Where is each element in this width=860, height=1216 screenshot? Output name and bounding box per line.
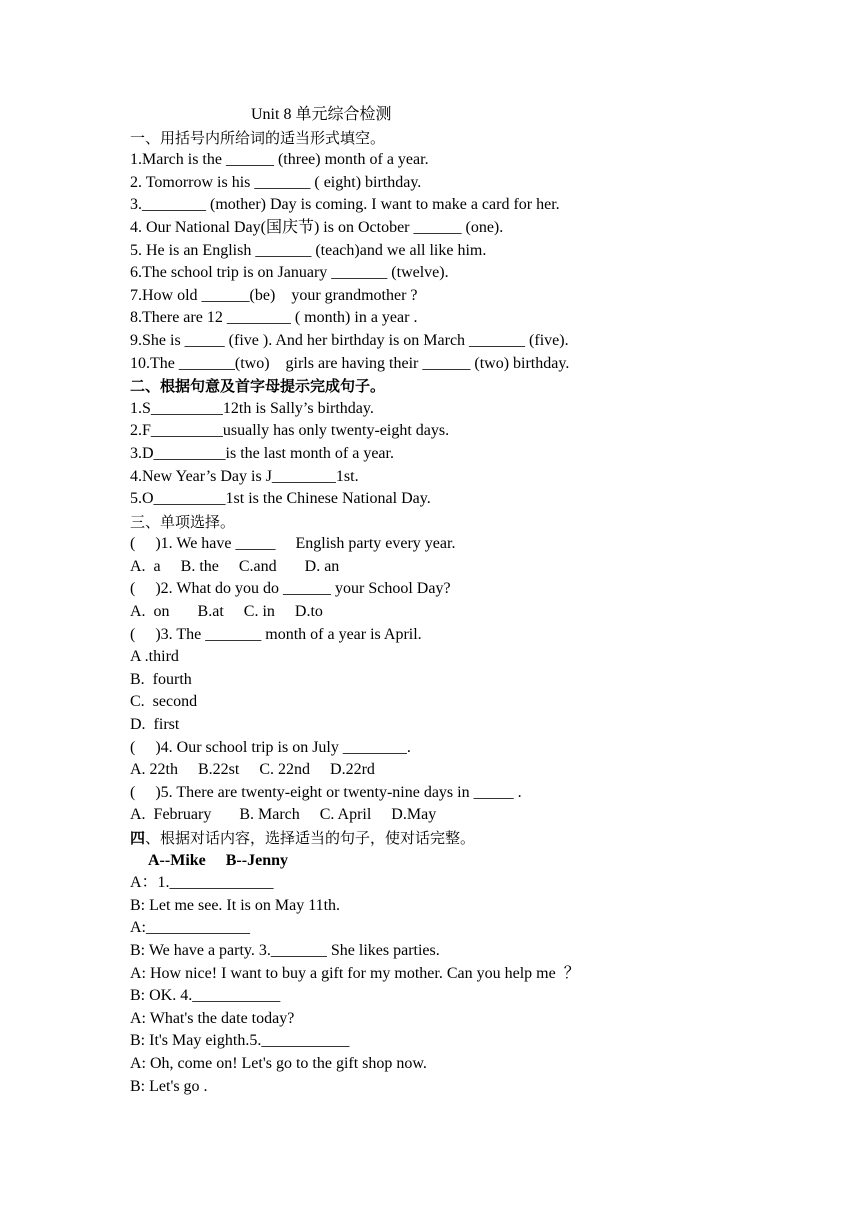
section2-item-2: 2.F_________usually has only twenty-eight days. (130, 422, 450, 440)
section3-question-4: ( )4. Our school trip is on July ________. (130, 738, 411, 756)
section2-item-1: 1.S_________12th is Sally’s birthday. (130, 399, 374, 417)
section1-heading: 一、用括号内所给词的适当形式填空。 (130, 128, 386, 147)
dialogue-line-8: B: It's May eighth.5.___________ (130, 1032, 350, 1050)
section1-item-5: 5. He is an English _______ (teach)and we all like him. (130, 241, 487, 259)
section3-question-1: ( )1. We have _____ English party every year. (130, 535, 456, 553)
section1-item-3: 3.________ (mother) Day is coming. I want to make a card for her. (130, 196, 560, 214)
section1-item-9: 9.She is _____ (five ). And her birthday is on March _______ (five). (130, 331, 569, 349)
section2-item-4: 4.New Year’s Day is J________1st. (130, 467, 359, 485)
section3-heading: 三、单项选择。 (130, 512, 236, 531)
section1-item-7: 7.How old ______(be) your grandmother ? (130, 286, 418, 304)
section1-item-1: 1.March is the ______ (three) month of a year. (130, 151, 429, 169)
section2-item-3: 3.D_________is the last month of a year. (130, 444, 394, 462)
section3-option-3c: C. second (130, 693, 198, 711)
section3-options-1: A. a B. the C.and D. an (130, 557, 340, 575)
section1-item-8: 8.There are 12 ________ ( month) in a year . (130, 309, 418, 327)
dialogue-line-10: B: Let's go . (130, 1077, 208, 1095)
section1-item-4: 4. Our National Day(国庆节) is on October ______ (one). (130, 218, 504, 236)
dialogue-line-6: B: OK. 4.___________ (130, 987, 281, 1005)
dialogue-line-4: B: We have a party. 3._______ She likes parties. (130, 941, 440, 959)
section4-heading (130, 827, 750, 850)
section2-item-5: 5.O_________1st is the Chinese National Day. (130, 490, 431, 508)
dialogue-line-1: A：1._____________ (130, 874, 274, 892)
section3-option-3b: B. fourth (130, 670, 192, 688)
dialogue-line-7: A: What's the date today? (130, 1009, 295, 1027)
dialogue-line-3: A:_____________ (130, 919, 250, 937)
section4-heading-number: 四 (130, 829, 146, 847)
dialogue-line-9: A: Oh, come on! Let's go to the gift shop now. (130, 1054, 427, 1072)
section4-heading-text: 、根据对话内容，选择适当的句子，使对话完整。 (145, 829, 476, 847)
section2-heading: 二、根据句意及首字母提示完成句子。 (130, 377, 386, 396)
dialogue-line-5: A: How nice! I want to buy a gift for my mother. Can you help me ？ (130, 964, 580, 982)
worksheet-page (130, 104, 750, 1098)
section3-option-3d: D. first (130, 716, 180, 734)
page-title: Unit 8 单元综合检测 (251, 106, 392, 123)
section3-options-4: A. 22th B.22st C. 22nd D.22rd (130, 761, 375, 779)
section1-item-2: 2. Tomorrow is his _______ ( eight) birthday. (130, 173, 422, 191)
section3-options-2: A. on B.at C. in D.to (130, 603, 323, 621)
dialogue-roles: A--Mike B--Jenny (148, 851, 288, 869)
section3-question-2: ( )2. What do you do ______ your School Day? (130, 580, 451, 598)
section1-item-6: 6.The school trip is on January _______ (twelve). (130, 264, 449, 282)
section3-option-3a: A .third (130, 648, 179, 666)
dialogue-line-2: B: Let me see. It is on May 11th. (130, 896, 341, 914)
section3-question-3: ( )3. The _______ month of a year is April. (130, 625, 422, 643)
section3-question-5: ( )5. There are twenty-eight or twenty-nine days in _____ . (130, 783, 522, 801)
section1-item-10: 10.The _______(two) girls are having their ______ (two) birthday. (130, 354, 570, 372)
section3-options-5: A. February B. March C. April D.May (130, 806, 437, 824)
